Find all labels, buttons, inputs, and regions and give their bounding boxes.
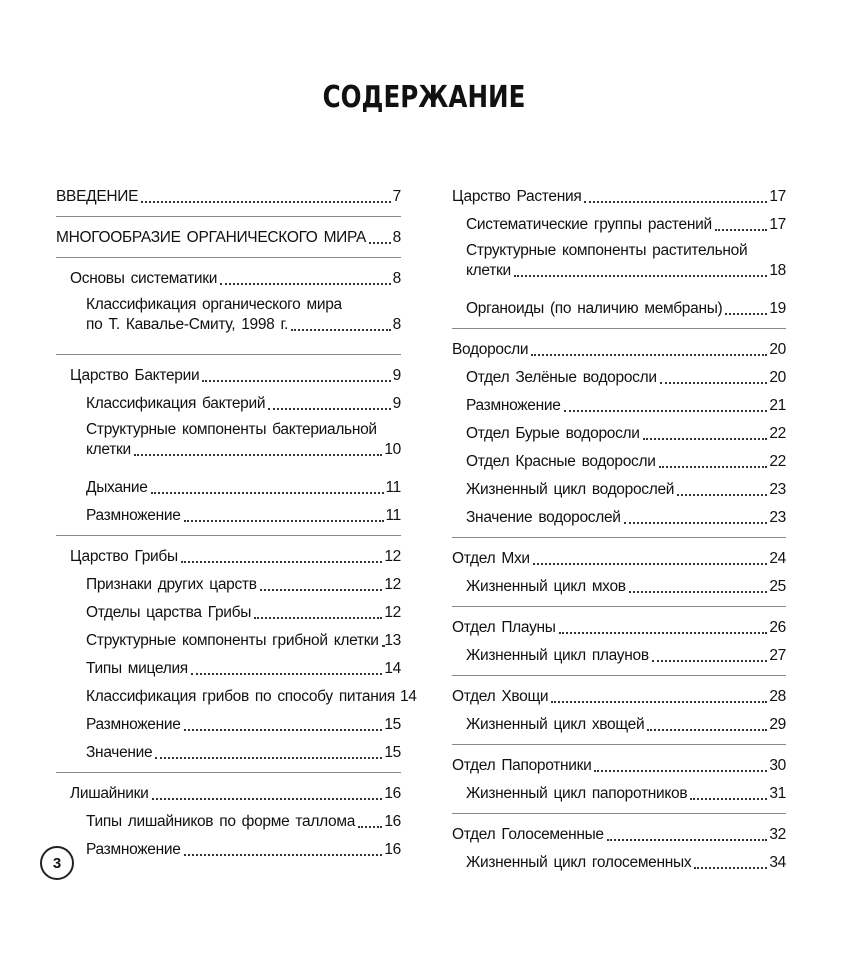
toc-page-number: 23 bbox=[769, 509, 786, 526]
toc-page-number: 14 bbox=[399, 688, 417, 705]
toc-entry[interactable] bbox=[56, 568, 401, 596]
page-number-badge: 3 bbox=[40, 846, 74, 880]
dot-leader bbox=[382, 645, 383, 647]
toc-entry-title: Классификация бактерий bbox=[86, 395, 266, 412]
dot-leader bbox=[607, 839, 768, 841]
toc-entry[interactable] bbox=[56, 536, 401, 568]
toc-entry-title: Размножение bbox=[86, 841, 181, 858]
dot-leader bbox=[559, 632, 768, 634]
toc-page-number: 12 bbox=[384, 604, 401, 621]
toc-entry-title: Отдел Бурые водоросли bbox=[466, 425, 640, 442]
toc-page-number: 15 bbox=[384, 716, 401, 733]
toc-entry[interactable] bbox=[452, 814, 786, 846]
toc-entry[interactable] bbox=[56, 355, 401, 387]
dot-leader bbox=[643, 438, 768, 440]
toc-entry-title: Отдел Красные водоросли bbox=[466, 453, 656, 470]
toc-section bbox=[56, 176, 401, 217]
toc-page-number: 22 bbox=[769, 425, 786, 442]
toc-entry-title: Царство Грибы bbox=[70, 548, 178, 565]
dot-leader bbox=[155, 757, 382, 759]
toc-page-number: 10 bbox=[384, 441, 401, 458]
toc-entry[interactable] bbox=[56, 708, 401, 736]
toc-entry[interactable] bbox=[56, 415, 401, 471]
dot-leader bbox=[624, 522, 768, 524]
toc-entry-title: Типы лишайников по форме таллома bbox=[86, 813, 356, 830]
toc-entry[interactable] bbox=[56, 387, 401, 415]
toc-entry-title: Жизненный цикл голосеменных bbox=[466, 854, 692, 871]
toc-entry-line bbox=[86, 415, 401, 441]
toc-page-number: 18 bbox=[769, 262, 786, 279]
toc-entry[interactable] bbox=[56, 596, 401, 624]
toc-entry[interactable] bbox=[452, 292, 786, 320]
toc-entry-title-continued: по Т. Кавалье-Смиту, 1998 г. bbox=[86, 316, 288, 333]
toc-entry-title-continued: клетки bbox=[86, 441, 131, 458]
dot-leader bbox=[660, 382, 768, 384]
toc-entry[interactable] bbox=[452, 639, 786, 667]
dot-leader bbox=[191, 673, 382, 675]
toc-entry[interactable] bbox=[452, 473, 786, 501]
toc-entry-title: Значение водорослей bbox=[466, 509, 621, 526]
toc-page-number: 9 bbox=[392, 367, 401, 384]
toc-entry-line bbox=[86, 316, 401, 334]
toc-entry-title: Основы систематики bbox=[70, 270, 218, 287]
toc-entry-title: Систематические группы растений bbox=[466, 216, 712, 233]
dot-leader bbox=[725, 313, 767, 315]
dot-leader bbox=[184, 729, 383, 731]
toc-page-number: 11 bbox=[385, 479, 401, 496]
toc-page-number: 20 bbox=[769, 369, 786, 386]
toc-page-number: 27 bbox=[769, 647, 786, 664]
dot-leader bbox=[202, 380, 390, 382]
toc-entry[interactable] bbox=[452, 846, 786, 874]
toc-entry[interactable] bbox=[56, 652, 401, 680]
dot-leader bbox=[659, 466, 768, 468]
toc-page-number: 24 bbox=[769, 550, 786, 567]
toc-page-number: 31 bbox=[769, 785, 786, 802]
toc-entry-title: Типы мицелия bbox=[86, 660, 188, 677]
toc-entry-title: Лишайники bbox=[70, 785, 149, 802]
toc-entry-title: Отдел Папоротники bbox=[452, 757, 592, 774]
toc-entry[interactable] bbox=[452, 389, 786, 417]
dot-leader bbox=[564, 410, 768, 412]
toc-page-number: 29 bbox=[769, 716, 786, 733]
toc-entry-title: Размножение bbox=[466, 397, 561, 414]
toc-page-number: 30 bbox=[769, 757, 786, 774]
toc-page-number: 16 bbox=[384, 841, 401, 858]
dot-leader bbox=[677, 494, 767, 496]
dot-leader bbox=[181, 561, 383, 563]
toc-entry[interactable] bbox=[56, 290, 401, 346]
toc-page-number: 9 bbox=[392, 395, 401, 412]
toc-entry-title: Отдел Зелёные водоросли bbox=[466, 369, 657, 386]
toc-entry[interactable] bbox=[452, 417, 786, 445]
toc-entry-title: Водоросли bbox=[452, 341, 529, 358]
toc-section bbox=[452, 538, 786, 607]
dot-leader bbox=[134, 454, 382, 456]
toc-section bbox=[452, 176, 786, 329]
toc-entry-title: Царство Растения bbox=[452, 188, 582, 205]
toc-entry[interactable] bbox=[452, 676, 786, 708]
dot-leader bbox=[584, 201, 767, 203]
toc-entry-title: Царство Бактерии bbox=[70, 367, 200, 384]
toc-entry-title: МНОГООБРАЗИЕ ОРГАНИЧЕСКОГО МИРА bbox=[56, 229, 367, 246]
toc-page-number: 20 bbox=[769, 341, 786, 358]
toc-entry-title: Значение bbox=[86, 744, 153, 761]
toc-entry-title: Размножение bbox=[86, 716, 181, 733]
dot-leader bbox=[184, 854, 383, 856]
dot-leader bbox=[629, 591, 768, 593]
toc-page-number: 23 bbox=[769, 481, 786, 498]
toc-entry-line bbox=[86, 441, 401, 459]
toc-entry[interactable] bbox=[56, 471, 401, 499]
toc-entry-title: Жизненный цикл хвощей bbox=[466, 716, 645, 733]
toc-page-number: 8 bbox=[392, 270, 401, 287]
dot-leader bbox=[369, 242, 391, 244]
toc-entry-title: Дыхание bbox=[86, 479, 148, 496]
toc-page-number: 25 bbox=[769, 578, 786, 595]
toc-entry[interactable] bbox=[452, 745, 786, 777]
toc-page-number: 7 bbox=[392, 188, 401, 205]
dot-leader bbox=[647, 729, 767, 731]
toc-right-column bbox=[452, 176, 786, 882]
toc-entry-line bbox=[466, 262, 786, 280]
toc-entry-title: Отдел Хвощи bbox=[452, 688, 549, 705]
toc-entry[interactable] bbox=[56, 680, 417, 708]
toc-entry-title: Структурные компоненты бактериальной bbox=[86, 421, 377, 438]
dot-leader bbox=[531, 354, 767, 356]
toc-entry[interactable] bbox=[452, 329, 786, 361]
toc-page-number: 16 bbox=[384, 813, 401, 830]
dot-leader bbox=[254, 617, 382, 619]
toc-entry[interactable] bbox=[56, 258, 401, 290]
toc-page-number: 11 bbox=[385, 507, 401, 524]
toc-page-number: 26 bbox=[769, 619, 786, 636]
dot-leader bbox=[715, 229, 767, 231]
toc-page-number: 17 bbox=[769, 216, 786, 233]
toc-entry[interactable] bbox=[56, 499, 401, 527]
toc-entry-line bbox=[86, 290, 401, 316]
dot-leader bbox=[291, 329, 391, 331]
toc-page-number: 8 bbox=[392, 316, 401, 333]
toc-entry[interactable] bbox=[56, 624, 401, 652]
dot-leader bbox=[184, 520, 384, 522]
toc-section bbox=[56, 258, 401, 355]
dot-leader bbox=[358, 826, 382, 828]
toc-page-number: 14 bbox=[384, 660, 401, 677]
dot-leader bbox=[694, 867, 767, 869]
toc-entry-title: Жизненный цикл мхов bbox=[466, 578, 626, 595]
toc-entry[interactable] bbox=[452, 708, 786, 736]
toc-page-number: 13 bbox=[384, 632, 401, 649]
toc-entry-title: Отдел Плауны bbox=[452, 619, 556, 636]
toc-entry-title: Органоиды (по наличию мембраны) bbox=[466, 300, 723, 317]
toc-section bbox=[452, 814, 786, 874]
dot-leader bbox=[652, 660, 768, 662]
page-title: СОДЕРЖАНИЕ bbox=[322, 80, 526, 115]
toc-page-number: 21 bbox=[769, 397, 786, 414]
toc-page-number: 12 bbox=[384, 576, 401, 593]
toc-entry[interactable] bbox=[56, 736, 401, 764]
toc-page-number: 12 bbox=[384, 548, 401, 565]
toc-entry-title: Структурные компоненты грибной клетки bbox=[86, 632, 379, 649]
toc-entry-title: Жизненный цикл водорослей bbox=[466, 481, 675, 498]
toc-page-number: 8 bbox=[392, 229, 401, 246]
toc-entry-line bbox=[466, 236, 786, 262]
toc-entry[interactable] bbox=[452, 501, 786, 529]
toc-page-number: 22 bbox=[769, 453, 786, 470]
dot-leader bbox=[268, 408, 390, 410]
toc-page-number: 16 bbox=[384, 785, 401, 802]
dot-leader bbox=[151, 492, 384, 494]
toc-page-number: 15 bbox=[384, 744, 401, 761]
dot-leader bbox=[152, 798, 383, 800]
toc-left-column bbox=[56, 176, 417, 869]
dot-leader bbox=[594, 770, 767, 772]
toc-entry-title: Структурные компоненты растительной bbox=[466, 242, 748, 259]
dot-leader bbox=[141, 201, 391, 203]
toc-entry-title: Жизненный цикл плаунов bbox=[466, 647, 649, 664]
toc-page-number: 19 bbox=[769, 300, 786, 317]
dot-leader bbox=[260, 589, 383, 591]
toc-entry-title-continued: клетки bbox=[466, 262, 511, 279]
toc-section bbox=[56, 536, 417, 773]
toc-entry[interactable] bbox=[452, 538, 786, 570]
toc-entry-title: Отдел Голосеменные bbox=[452, 826, 604, 843]
toc-section bbox=[452, 676, 786, 745]
toc-page-number: 17 bbox=[769, 188, 786, 205]
dot-leader bbox=[533, 563, 768, 565]
toc-page-number: 28 bbox=[769, 688, 786, 705]
dot-leader bbox=[220, 283, 391, 285]
toc-entry[interactable] bbox=[56, 833, 401, 861]
toc-entry-title: Классификация грибов по способу питания bbox=[86, 688, 395, 705]
toc-entry[interactable] bbox=[56, 217, 401, 249]
toc-entry-title: Признаки других царств bbox=[86, 576, 257, 593]
toc-entry-title: Отделы царства Грибы bbox=[86, 604, 252, 621]
toc-entry-title: Размножение bbox=[86, 507, 181, 524]
toc-page-number: 32 bbox=[769, 826, 786, 843]
toc-entry[interactable] bbox=[56, 176, 401, 208]
toc-entry[interactable] bbox=[452, 777, 786, 805]
toc-entry[interactable] bbox=[452, 607, 786, 639]
dot-leader bbox=[551, 701, 767, 703]
toc-page-number: 34 bbox=[769, 854, 786, 871]
toc-entry-title: ВВЕДЕНИЕ bbox=[56, 188, 139, 205]
toc-entry[interactable] bbox=[56, 773, 401, 805]
dot-leader bbox=[514, 275, 767, 277]
toc-entry[interactable] bbox=[452, 570, 786, 598]
toc-entry[interactable] bbox=[56, 805, 401, 833]
toc-section bbox=[452, 329, 786, 538]
toc-entry-title: Классификация органического мира bbox=[86, 296, 342, 313]
toc-section bbox=[452, 745, 786, 814]
dot-leader bbox=[690, 798, 767, 800]
toc-entry-title: Жизненный цикл папоротников bbox=[466, 785, 688, 802]
toc-entry-title: Отдел Мхи bbox=[452, 550, 530, 567]
toc-section bbox=[56, 217, 401, 258]
toc-entry[interactable] bbox=[452, 176, 786, 208]
toc-entry[interactable] bbox=[452, 445, 786, 473]
toc-section bbox=[452, 607, 786, 676]
toc-section bbox=[56, 773, 401, 861]
toc-entry[interactable] bbox=[452, 361, 786, 389]
toc-entry[interactable] bbox=[452, 208, 786, 236]
toc-section bbox=[56, 355, 401, 536]
toc-entry[interactable] bbox=[452, 236, 786, 292]
